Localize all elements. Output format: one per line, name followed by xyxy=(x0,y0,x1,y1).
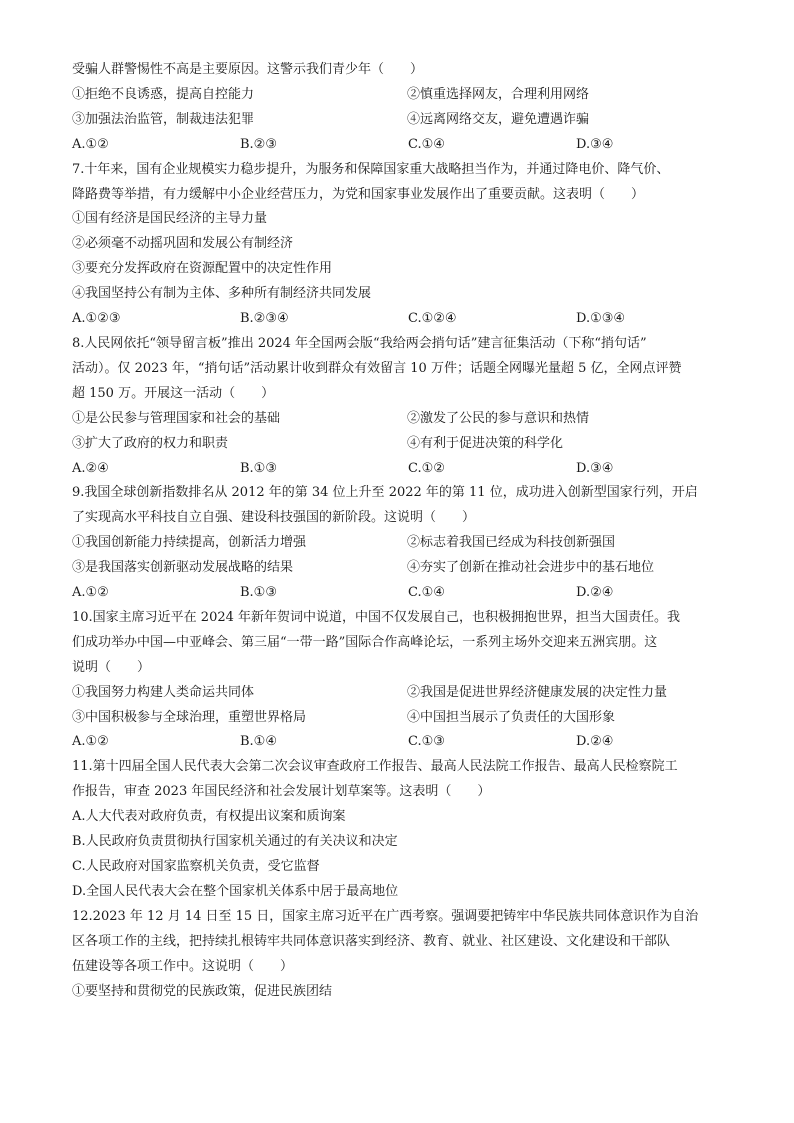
q9-choice-a: A.①② xyxy=(72,585,109,601)
q9-options-row-1 xyxy=(72,531,734,556)
q8-option-4: ④有利于促进决策的科学化 xyxy=(407,435,564,451)
q6-choice-d: D.③④ xyxy=(576,136,614,152)
q7-option-3: ③要充分发挥政府在资源配置中的决定性作用 xyxy=(72,261,333,277)
q11-choice-c: C.人民政府对国家监察机关负责，受它监督 xyxy=(72,859,320,874)
q9-stem-line-2: 了实现高水平科技自立自强、建设科技强国的新阶段。这说明（ ） xyxy=(72,510,476,526)
q7-choice-b: B.②③④ xyxy=(240,311,289,327)
q7-option-1: ①国有经济是国民经济的主导力量 xyxy=(72,211,268,227)
q8-stem-line-2: 活动）。仅 2023 年，“捎句话”活动累计收到群众有效留言 10 万件；话题全网曝光量超 5 亿，全网点评赞 xyxy=(72,360,682,376)
q8-stem-line-1: 8.人民网依托“领导留言板”推出 2024 年全国两会版“我给两会捎句话”建言征集活动（下称“捎句话” xyxy=(72,335,647,351)
q8-choice-a: A.②④ xyxy=(72,460,109,476)
q8-options-row-1 xyxy=(72,407,734,432)
q10-stem-line-1: 10.国家主席习近平在 2024 年新年贺词中说道，中国不仅发展自己，也积极拥抱世界，担当大国责任。我 xyxy=(72,609,681,625)
q10-options-row-1 xyxy=(72,681,734,706)
q8-choices xyxy=(72,457,734,482)
q7-choice-c: C.①②④ xyxy=(408,311,457,327)
q11-choice-d: D.全国人民代表大会在整个国家机关体系中居于最高地位 xyxy=(72,883,399,899)
q8-option-2: ②激发了公民的参与意识和热情 xyxy=(407,410,590,426)
q12-stem-line-1: 12.2023 年 12 月 14 日至 15 日，国家主席习近平在广西考察。强调要把铸牢中华民族共同体意识作为自治 xyxy=(72,908,699,924)
q12-stem-line-2: 区各项工作的主线，把持续扎根铸牢共同体意识落实到经济、教育、就业、社区建设、文化建设和干部队 xyxy=(72,933,671,949)
q10-choice-c: C.①③ xyxy=(408,734,445,750)
q9-option-4: ④夯实了创新在推动社会进步中的基石地位 xyxy=(407,560,655,576)
q10-option-2: ②我国是促进世界经济健康发展的决定性力量 xyxy=(407,684,668,700)
q6-choice-b: B.②③ xyxy=(240,136,277,152)
q6-choice-a: A.①② xyxy=(72,136,109,152)
q6-choice-c: C.①④ xyxy=(408,136,445,152)
q6-option-4: ④远离网络交友，避免遭遇诈骗 xyxy=(407,111,590,127)
q7-choice-a: A.①②③ xyxy=(72,311,121,327)
q7-stem-line-2: 降路费等举措，有力缓解中小企业经营压力，为党和国家事业发展作出了重要贡献。这表明（ ） xyxy=(72,186,645,202)
q10-choice-a: A.①② xyxy=(72,734,109,750)
q8-option-3: ③扩大了政府的权力和职责 xyxy=(72,435,229,451)
q8-stem-line-3: 超 150 万。开展这一活动（ ） xyxy=(72,385,275,401)
q7-option-2: ②必须毫不动摇巩固和发展公有制经济 xyxy=(72,236,294,252)
q6-options-row-2 xyxy=(72,108,734,133)
q10-stem-line-3: 说明（ ） xyxy=(72,659,151,675)
q6-stem-tail: 受骗人群警惕性不高是主要原因。这警示我们青少年（ ） xyxy=(72,62,424,77)
q6-options-row-1 xyxy=(72,83,734,108)
q10-option-4: ④中国担当展示了负责任的大国形象 xyxy=(407,709,616,725)
q7-option-4: ④我国坚持公有制为主体、多种所有制经济共同发展 xyxy=(72,286,372,302)
q8-option-1: ①是公民参与管理国家和社会的基础 xyxy=(72,410,281,426)
q9-options-row-2 xyxy=(72,556,734,581)
q10-option-3: ③中国积极参与全球治理，重塑世界格局 xyxy=(72,709,307,725)
q10-option-1: ①我国努力构建人类命运共同体 xyxy=(72,684,255,700)
q10-choice-d: D.②④ xyxy=(576,734,614,750)
q6-choices xyxy=(72,133,734,158)
q9-choice-d: D.②④ xyxy=(576,585,614,601)
q8-choice-c: C.①② xyxy=(408,460,445,476)
q7-choices xyxy=(72,307,734,332)
q8-choice-b: B.①③ xyxy=(240,460,277,476)
q9-choice-c: C.①④ xyxy=(408,585,445,601)
q6-option-2: ②慎重选择网友，合理利用网络 xyxy=(407,86,590,102)
q9-stem-line-1: 9.我国全球创新指数排名从 2012 年的第 34 位上升至 2022 年的第 11 位，成功进入创新型国家行列，开启 xyxy=(72,485,698,501)
q11-stem-line-2: 作报告，审查 2023 年国民经济和社会发展计划草案等。这表明（ ） xyxy=(72,784,491,800)
q10-stem-line-2: 们成功举办中国—中亚峰会、第三届“一带一路”国际合作高峰论坛，一系列主场外交迎来五洲宾朋。这 xyxy=(72,634,658,650)
q11-stem-line-1: 11.第十四届全国人民代表大会第二次会议审查政府工作报告、最高人民法院工作报告、最高人民检察院工 xyxy=(72,759,678,775)
q10-choice-b: B.①④ xyxy=(240,734,277,750)
q9-option-2: ②标志着我国已经成为科技创新强国 xyxy=(407,535,616,551)
q9-choice-b: B.①③ xyxy=(240,585,277,601)
q12-option-1: ①要坚持和贯彻党的民族政策，促进民族团结 xyxy=(72,983,333,999)
q8-options-row-2 xyxy=(72,432,734,457)
q11-choice-b: B.人民政府负责贯彻执行国家机关通过的有关决议和决定 xyxy=(72,834,398,850)
q9-choices xyxy=(72,581,734,606)
q11-choice-a: A.人大代表对政府负责，有权提出议案和质询案 xyxy=(72,809,346,825)
q10-choices xyxy=(72,730,734,755)
q8-choice-d: D.③④ xyxy=(576,460,614,476)
q12-stem-line-3: 伍建设等各项工作中。这说明（ ） xyxy=(72,958,294,974)
q10-options-row-2 xyxy=(72,706,734,731)
q7-stem-line-1: 7.十年来，国有企业规模实力稳步提升，为服务和保障国家重大战略担当作为，并通过降电价、降气价、 xyxy=(72,161,670,177)
q7-choice-d: D.①③④ xyxy=(576,311,626,327)
q6-option-3: ③加强法治监管，制裁违法犯罪 xyxy=(72,111,255,127)
q6-option-1: ①拒绝不良诱惑，提高自控能力 xyxy=(72,86,255,102)
q9-option-3: ③是我国落实创新驱动发展战略的结果 xyxy=(72,560,294,576)
q9-option-1: ①我国创新能力持续提高，创新活力增强 xyxy=(72,535,307,551)
